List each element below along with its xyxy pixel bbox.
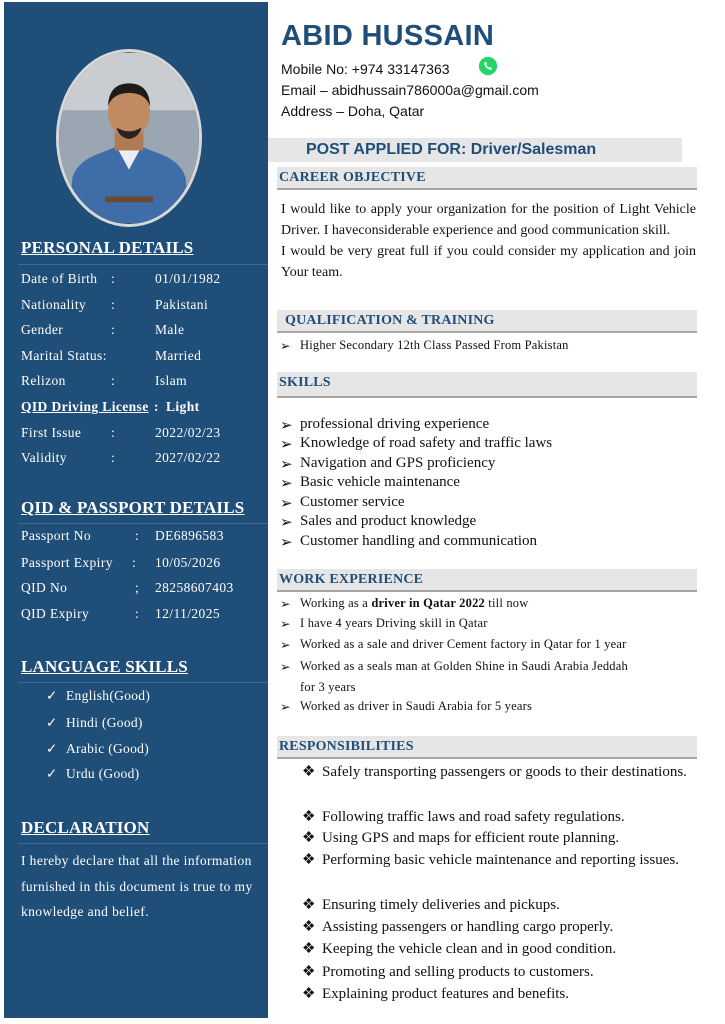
whatsapp-icon <box>479 57 497 75</box>
arrow-bullet-icon: ➢ <box>280 515 293 531</box>
skills-heading: SKILLS <box>277 372 697 398</box>
declaration-text: I hereby declare that all the information furnished in this document is true to my knowledge and belief. <box>21 853 253 919</box>
responsibility-item: ❖ Performing basic vehicle maintenance and reporting issues. <box>302 849 694 871</box>
diamond-bullet-icon: ❖ <box>302 941 316 957</box>
arrow-bullet-icon: ➢ <box>280 638 291 652</box>
email-address: Email – abidhussain786000a@gmail.com <box>281 82 539 98</box>
declaration-heading: DECLARATION <box>21 818 150 837</box>
responsibilities-heading: RESPONSIBILITIES <box>277 736 697 759</box>
responsibility-item: ❖ Explaining product features and benefits. <box>302 983 694 1005</box>
responsibility-item: ❖ Assisting passengers or handling cargo properly. <box>302 916 694 938</box>
responsibility-item: ❖ Promoting and selling products to customers. <box>302 961 694 983</box>
post-applied-banner <box>268 138 682 162</box>
check-icon: ✓ <box>46 688 58 703</box>
check-icon: ✓ <box>46 715 58 730</box>
divider <box>18 523 268 524</box>
arrow-bullet-icon: ➢ <box>280 437 293 453</box>
diamond-bullet-icon: ❖ <box>302 897 316 913</box>
divider <box>18 264 268 265</box>
check-icon: ✓ <box>46 766 58 781</box>
divider <box>18 682 268 683</box>
arrow-bullet-icon: ➢ <box>280 339 291 353</box>
diamond-bullet-icon: ❖ <box>302 764 316 780</box>
candidate-name: ABID HUSSAIN <box>281 20 495 52</box>
language-skills-heading: LANGUAGE SKILLS <box>21 657 188 676</box>
arrow-bullet-icon: ➢ <box>280 457 293 473</box>
person-photo-icon <box>59 52 199 224</box>
diamond-bullet-icon: ❖ <box>302 852 316 868</box>
personal-details-heading: PERSONAL DETAILS <box>21 238 194 257</box>
sidebar: PERSONAL DETAILS Date of Birth : 01/01/1982 Nationality : Pakistani Gender : Male Marital Status: Married Relizon : Islam QID Driving License : Light First Issue : 2022/02/23 Validity : 2027/02/22 QID & PASSPORT DETAILS Passport No : DE6896583 Passport Expiry : 10/05/2026 QID No ; 28258607403 QID Expiry : 12/11/2025 LANGUAGE SKILLS ✓ English(Good) ✓ Hindi (Good) ✓ Arabic (Good) ✓ Urdu (Good) DECLARATION I hereby declare that all the information furnished in this document is true to my knowledge and belief. <box>4 2 268 1018</box>
mobile-number: Mobile No: +974 33147363 <box>281 61 450 77</box>
responsibility-item: ❖ Ensuring timely deliveries and pickups. <box>302 894 694 916</box>
career-objective-heading: CAREER OBJECTIVE <box>277 167 697 190</box>
postal-address: Address – Doha, Qatar <box>281 103 425 119</box>
arrow-bullet-icon: ➢ <box>280 535 293 551</box>
profile-photo <box>56 49 202 227</box>
check-icon: ✓ <box>46 741 58 756</box>
arrow-bullet-icon: ➢ <box>280 617 291 631</box>
diamond-bullet-icon: ❖ <box>302 964 316 980</box>
divider <box>18 843 268 844</box>
responsibility-item: ❖ Using GPS and maps for efficient route planning. <box>302 827 694 849</box>
qualification-heading: QUALIFICATION & TRAINING <box>277 310 697 333</box>
arrow-bullet-icon: ➢ <box>280 700 291 714</box>
responsibility-item: ❖ Following traffic laws and road safety regulations. <box>302 806 694 828</box>
diamond-bullet-icon: ❖ <box>302 986 316 1002</box>
arrow-bullet-icon: ➢ <box>280 418 293 434</box>
career-objective-text: I would like to apply your organization for the position of Light Vehicle Driver. I haveconsiderable experience and good communication skill. I would be very great full if you could consider my application and join Your team. <box>281 202 696 280</box>
arrow-bullet-icon: ➢ <box>280 496 293 512</box>
diamond-bullet-icon: ❖ <box>302 919 316 935</box>
responsibility-item: ❖ Keeping the vehicle clean and in good condition. <box>302 938 694 960</box>
arrow-bullet-icon: ➢ <box>280 476 293 492</box>
qid-passport-heading: QID & PASSPORT DETAILS <box>21 498 245 517</box>
post-applied-text: POST APPLIED FOR: Driver/Salesman <box>306 141 597 158</box>
arrow-bullet-icon: ➢ <box>280 597 291 611</box>
diamond-bullet-icon: ❖ <box>302 809 316 825</box>
arrow-bullet-icon: ➢ <box>280 660 291 674</box>
responsibility-item: ❖ Safely transporting passengers or goods to their destinations. <box>302 761 694 783</box>
diamond-bullet-icon: ❖ <box>302 830 316 846</box>
work-experience-heading: WORK EXPERIENCE <box>277 569 697 592</box>
